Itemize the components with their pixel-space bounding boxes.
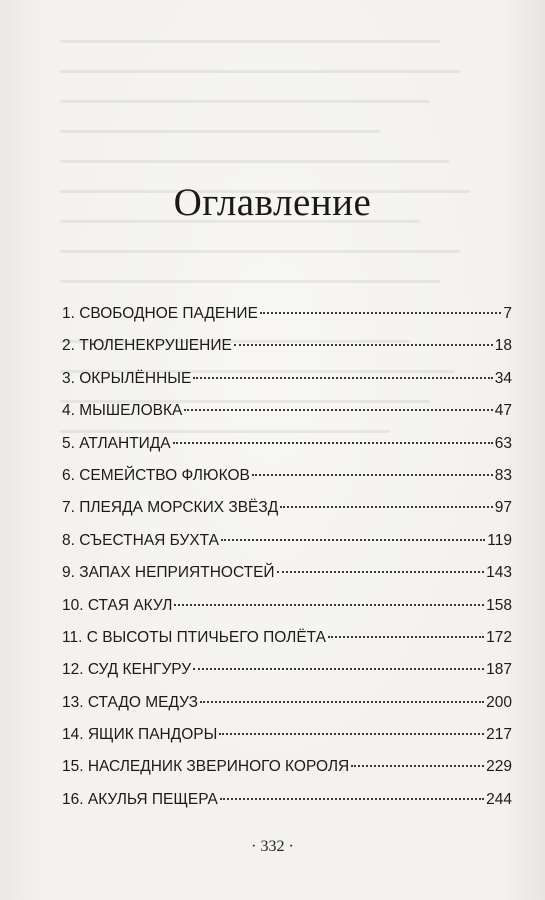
toc-entry-page: 172 bbox=[486, 628, 512, 646]
toc-entry bbox=[62, 337, 512, 369]
toc-entry bbox=[62, 435, 512, 467]
toc-entry-label: 13. СТАДО МЕДУЗ bbox=[62, 693, 198, 711]
toc-entry-page: 34 bbox=[494, 369, 512, 387]
page-title: Оглавление bbox=[173, 181, 372, 224]
toc-entry bbox=[62, 629, 512, 661]
toc-entry-page: 47 bbox=[494, 402, 512, 420]
toc-entry bbox=[62, 694, 512, 726]
toc-entry bbox=[62, 758, 512, 790]
toc-entry-label: 15. НАСЛЕДНИК ЗВЕРИНОГО КОРОЛЯ bbox=[62, 758, 350, 776]
toc-entry-label: 6. СЕМЕЙСТВО ФЛЮКОВ bbox=[62, 466, 250, 484]
toc-entry-page: 97 bbox=[494, 499, 512, 517]
dot-leader bbox=[351, 765, 484, 767]
toc-entry-page: 158 bbox=[486, 596, 512, 614]
toc-entry-label: 16. АКУЛЬЯ ПЕЩЕРА bbox=[62, 790, 218, 808]
toc-entry bbox=[62, 726, 512, 758]
toc-entry-page: 7 bbox=[503, 305, 512, 322]
toc-entry-label: 5. АТЛАНТИДА bbox=[62, 434, 171, 452]
toc-entry-page: 200 bbox=[486, 693, 512, 711]
toc-entry bbox=[62, 564, 512, 596]
toc-entry-label: 2. ТЮЛЕНЕКРУШЕНИЕ bbox=[62, 337, 232, 355]
dot-leader bbox=[328, 636, 484, 638]
dot-leader bbox=[193, 668, 484, 670]
toc-entry bbox=[62, 402, 512, 434]
dot-leader bbox=[221, 539, 485, 541]
table-of-contents bbox=[62, 305, 512, 823]
toc-entry-page: 143 bbox=[486, 564, 512, 582]
toc-entry-label: 14. ЯЩИК ПАНДОРЫ bbox=[62, 726, 218, 744]
toc-entry-page: 63 bbox=[494, 434, 512, 452]
toc-entry-label: 8. СЪЕСТНАЯ БУХТА bbox=[62, 531, 219, 549]
dot-leader bbox=[193, 377, 492, 379]
dot-leader bbox=[252, 474, 493, 476]
toc-entry bbox=[62, 499, 512, 531]
toc-entry-label: 3. ОКРЫЛЁННЫЕ bbox=[62, 369, 192, 387]
page-number: · 332 · bbox=[251, 838, 294, 855]
toc-entry-page: 119 bbox=[487, 531, 512, 549]
toc-entry-page: 187 bbox=[486, 661, 512, 679]
dot-leader bbox=[200, 701, 484, 703]
dot-leader bbox=[277, 571, 485, 573]
toc-entry-page: 217 bbox=[486, 726, 512, 744]
dot-leader bbox=[280, 506, 492, 508]
toc-entry-label: 9. ЗАПАХ НЕПРИЯТНОСТЕЙ bbox=[62, 564, 275, 582]
dot-leader bbox=[260, 312, 501, 314]
toc-entry-label: 4. МЫШЕЛОВКА bbox=[62, 402, 183, 420]
toc-entry-page: 229 bbox=[486, 758, 512, 776]
toc-entry-page: 18 bbox=[494, 337, 512, 355]
toc-entry-label: 10. СТАЯ АКУЛ bbox=[62, 596, 173, 614]
toc-entry-label: 7. ПЛЕЯДА МОРСКИХ ЗВЁЗД bbox=[62, 499, 279, 517]
dot-leader bbox=[184, 409, 492, 411]
toc-entry-page: 244 bbox=[486, 790, 512, 808]
toc-entry bbox=[62, 661, 512, 693]
dot-leader bbox=[234, 344, 493, 346]
toc-entry bbox=[62, 305, 512, 337]
toc-entry-page: 83 bbox=[494, 466, 512, 484]
toc-entry bbox=[62, 370, 512, 402]
toc-entry-label: 12. СУД КЕНГУРУ bbox=[62, 661, 192, 679]
toc-entry bbox=[62, 467, 512, 499]
toc-entry-label: 1. СВОБОДНОЕ ПАДЕНИЕ bbox=[62, 305, 258, 322]
toc-entry bbox=[62, 597, 512, 629]
toc-entry bbox=[62, 791, 512, 823]
toc-entry-label: 11. С ВЫСОТЫ ПТИЧЬЕГО ПОЛЁТА bbox=[62, 628, 326, 646]
dot-leader bbox=[174, 604, 484, 606]
dot-leader bbox=[173, 442, 493, 444]
toc-entry bbox=[62, 532, 512, 564]
dot-leader bbox=[220, 798, 484, 800]
dot-leader bbox=[219, 733, 484, 735]
